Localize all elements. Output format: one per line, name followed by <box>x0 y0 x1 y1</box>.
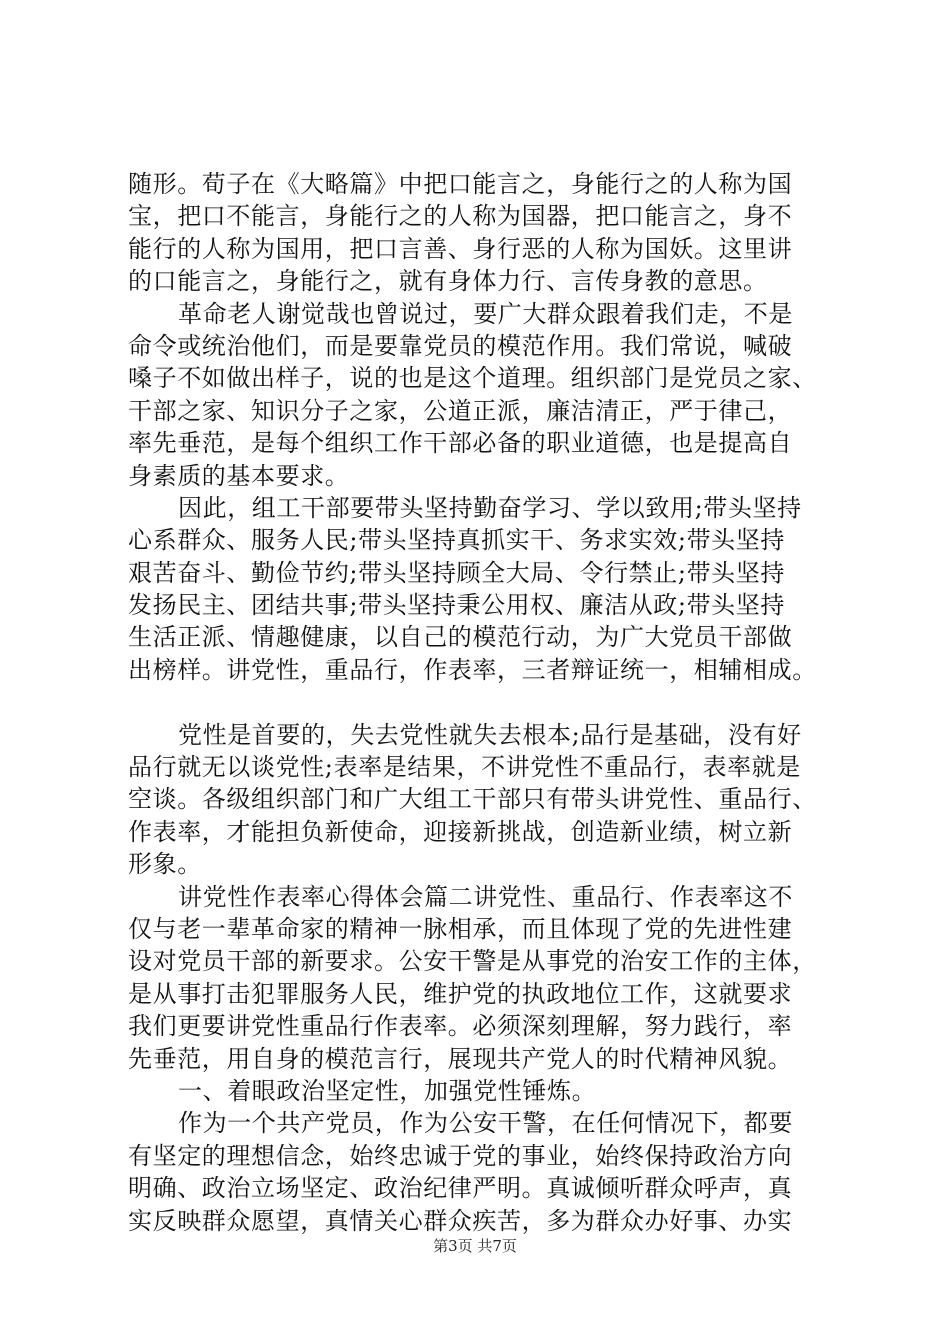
paragraph-start-line: 作为一个共产党员，作为公安干警，在任何情况下，都要 <box>178 1109 793 1138</box>
paragraph-start-line: 党性是首要的，失去党性就失去根本;品行是基础，没有好 <box>178 720 802 749</box>
text-line: 身素质的基本要求。 <box>128 461 350 490</box>
text-line: 品行就无以谈党性;表率是结果，不讲党性不重品行，表率就是 <box>128 753 801 782</box>
text-line: 发扬民主、团结共事;带头坚持秉公用权、廉洁从政;带头坚持 <box>128 591 785 620</box>
paragraph-start-line: 因此，组工干部要带头坚持勤奋学习、学以致用;带头坚持 <box>178 493 802 522</box>
text-line: 嗓子不如做出样子，说的也是这个道理。组织部门是党员之家、 <box>128 364 817 393</box>
text-line: 出榜样。讲党性，重品行，作表率，三者辩证统一，相辅相成。 <box>128 655 817 684</box>
text-line: 空谈。各级组织部门和广大组工干部只有带头讲党性、重品行、 <box>128 785 817 814</box>
paragraph-start-line: 讲党性作表率心得体会篇二讲党性、重品行、作表率这不 <box>178 882 793 911</box>
text-line: 是从事打击犯罪服务人民，维护党的执政地位工作，这就要求 <box>128 979 793 1008</box>
text-line: 生活正派、情趣健康，以自己的模范行动，为广大党员干部做 <box>128 623 793 652</box>
text-line: 形象。 <box>128 850 202 879</box>
document-body <box>128 168 828 1237</box>
text-line: 我们更要讲党性重品行作表率。必须深刻理解，努力践行，率 <box>128 1012 793 1041</box>
section-heading: 一、着眼政治坚定性，加强党性锤炼。 <box>178 1076 597 1105</box>
text-line: 命令或统治他们，而是要靠党员的模范作用。我们常说，喊破 <box>128 331 793 360</box>
text-line: 宝，把口不能言，身能行之的人称为国器，把口能言之，身不 <box>128 202 793 231</box>
text-line: 仅与老一辈革命家的精神一脉相承，而且体现了党的先进性建 <box>128 914 793 943</box>
text-line: 实反映群众愿望，真情关心群众疾苦，多为群众办好事、办实 <box>128 1206 793 1235</box>
text-line: 作表率，才能担负新使命，迎接新挑战，创造新业绩，树立新 <box>128 817 793 846</box>
text-line: 先垂范，用自身的模范言行，展现共产党人的时代精神风貌。 <box>128 1044 793 1073</box>
paragraph-start-line: 革命老人谢觉哉也曾说过，要广大群众跟着我们走，不是 <box>178 299 793 328</box>
text-line: 有坚定的理想信念，始终忠诚于党的事业，始终保持政治方向 <box>128 1141 793 1170</box>
text-line: 明确、政治立场坚定、政治纪律严明。真诚倾听群众呼声，真 <box>128 1174 793 1203</box>
page-number-footer: 第3页 共7页 <box>433 1237 517 1255</box>
text-line: 设对党员干部的新要求。公安干警是从事党的治安工作的主体， <box>128 947 817 976</box>
text-line: 艰苦奋斗、勤俭节约;带头坚持顾全大局、令行禁止;带头坚持 <box>128 558 785 587</box>
text-line: 能行的人称为国用，把口言善、身行恶的人称为国妖。这里讲 <box>128 234 793 263</box>
text-line: 随形。荀子在《大略篇》中把口能言之，身能行之的人称为国 <box>128 170 793 198</box>
paragraph-gap <box>128 686 828 718</box>
text-line: 心系群众、服务人民;带头坚持真抓实干、务求实效;带头坚持 <box>128 526 785 555</box>
text-line: 率先垂范，是每个组织工作干部必备的职业道德，也是提高自 <box>128 429 793 458</box>
text-line: 的口能言之，身能行之，就有身体力行、言传身教的意思。 <box>128 267 768 296</box>
text-line: 干部之家、知识分子之家，公道正派，廉洁清正，严于律己， <box>128 396 793 425</box>
